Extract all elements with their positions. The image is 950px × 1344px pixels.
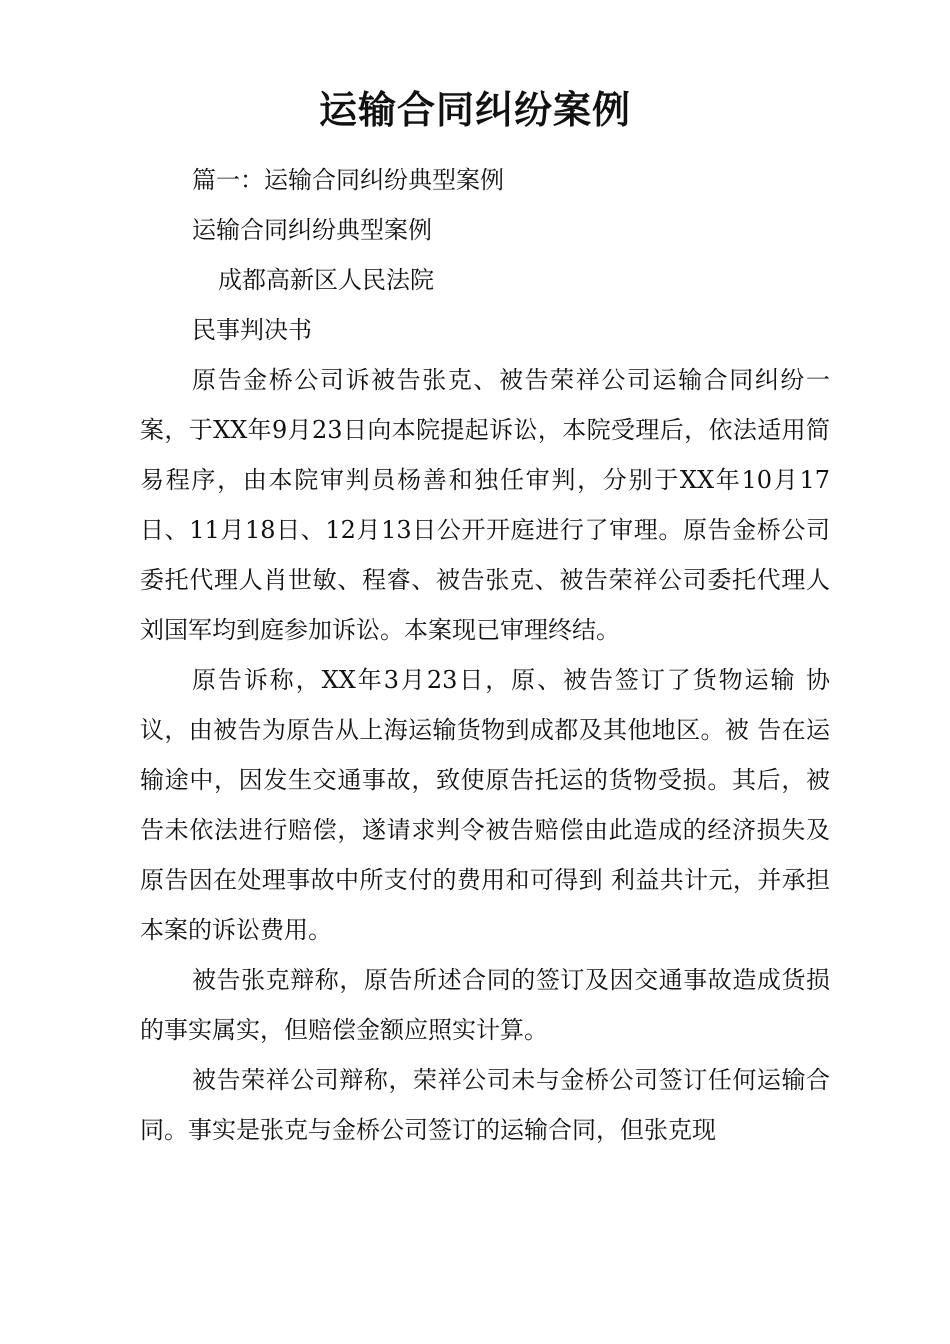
paragraph-defendant-zhang-defense: 被告张克辩称，原告所述合同的签订及因交通事故造成货损的事实属实，但赔偿金额应照实计算。	[140, 966, 830, 1044]
court-name: 成都高新区人民法院	[218, 266, 434, 294]
paragraph-defendant-rongxiang-defense: 被告荣祥公司辩称，荣祥公司未与金桥公司签订任何运输合同。事实是张克与金桥公司签订的运输合同，但张克现	[140, 1066, 830, 1144]
case-heading: 运输合同纠纷典型案例	[192, 216, 432, 244]
document-body	[140, 155, 830, 1155]
document-type: 民事判决书	[192, 316, 312, 344]
document-title: 运输合同纠纷案例	[318, 88, 631, 132]
paragraph-case-intro: 原告金桥公司诉被告张克、被告荣祥公司运输合同纠纷一案，于XX年9月23日向本院提起诉讼，本院受理后，依法适用简易程序，由本院审判员杨善和独任审判，分别于XX年10月17日、11月18日、12月13日公开开庭进行了审理。原告金桥公司委托代理人肖世敏、程睿、被告张克、被告荣祥公司委托代理人刘国军均到庭参加诉讼。本案现已审理终结。	[140, 366, 830, 644]
paragraph-plaintiff-claim: 原告诉称，XX年3月23日，原、被告签订了货物运输 协议，由被告为原告从上海运输货物到成都及其他地区。被 告在运输途中，因发生交通事故，致使原告托运的货物受损。其后，被告未依法进行赔偿，遂请求判令被告赔偿由此造成的经济损失及原告因在处理事故中所支付的费用和可得到 利益共计元，并承担本案的诉讼费用。	[140, 666, 830, 944]
part-heading: 篇一：运输合同纠纷典型案例	[192, 166, 504, 194]
